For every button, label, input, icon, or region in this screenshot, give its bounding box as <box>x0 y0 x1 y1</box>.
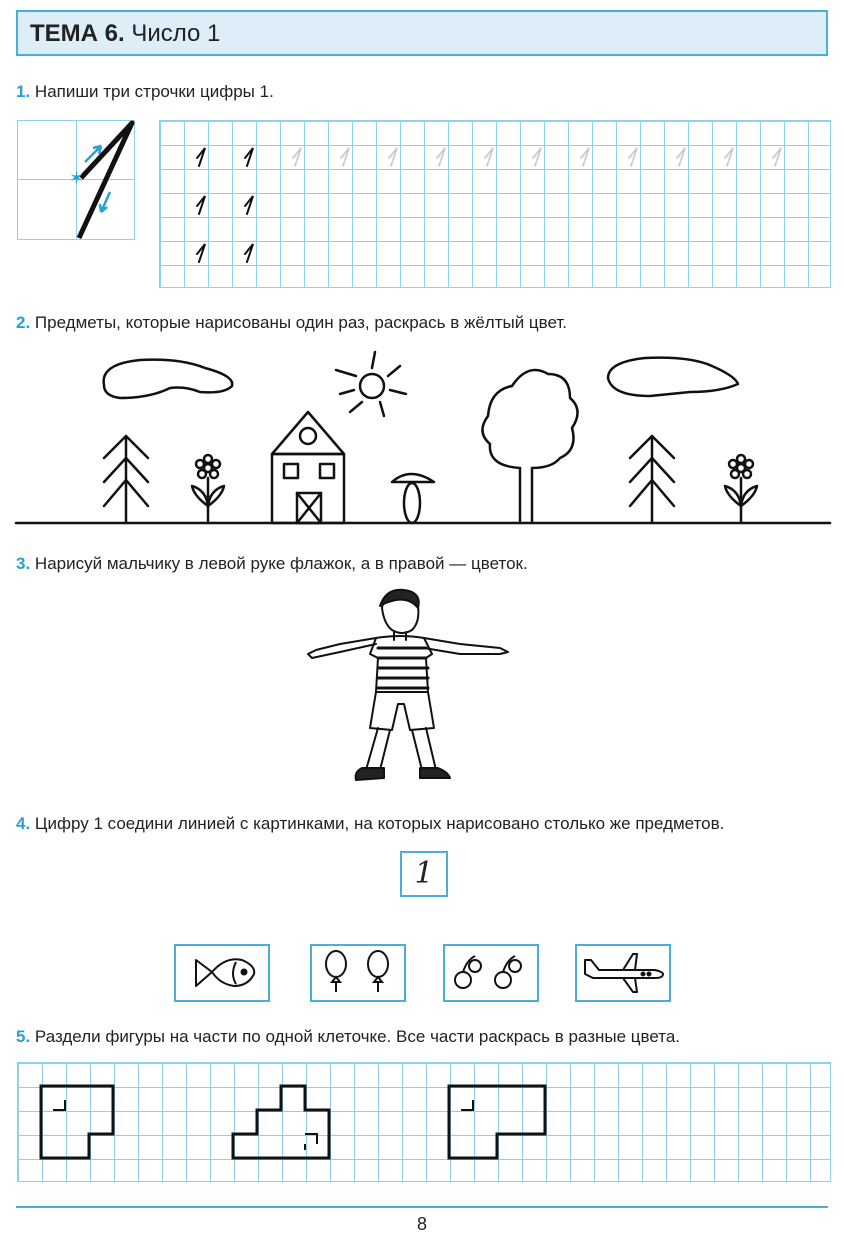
topic-title <box>30 20 220 48</box>
fir-tree-left <box>104 436 148 523</box>
card-fish[interactable] <box>174 944 270 1002</box>
cherries-icon <box>445 946 537 1000</box>
task-4-text: Цифру 1 соедини линией с картинками, на которых нарисовано столько же предметов. <box>34 814 725 833</box>
cloud-left <box>104 360 233 398</box>
task-2-text: Предметы, которые нарисованы один раз, раскрась в жёлтый цвет. <box>34 313 568 332</box>
shape-2 <box>233 1086 329 1158</box>
task-4-number: 4. <box>16 814 31 833</box>
house <box>272 412 344 523</box>
card-cherries[interactable] <box>443 944 539 1002</box>
landscape-scene <box>0 340 844 530</box>
task-3-number: 3. <box>16 554 31 573</box>
task-5-number: 5. <box>16 1027 31 1046</box>
task-1-instruction <box>16 82 274 102</box>
page-number: 8 <box>416 1214 427 1234</box>
flower-left <box>192 455 224 523</box>
task-2-instruction <box>16 313 567 333</box>
task-5-instruction <box>16 1027 680 1047</box>
fir-tree-right <box>630 436 674 523</box>
topic-name: Число 1 <box>131 20 221 47</box>
topic-label: ТЕМА <box>30 20 98 47</box>
task-3-instruction <box>16 554 528 574</box>
grid-shapes <box>17 1062 831 1182</box>
card-airplane[interactable] <box>575 944 671 1002</box>
svg-text:✶: ✶ <box>69 168 85 189</box>
task-4-instruction <box>16 814 724 834</box>
task-1-number: 1. <box>16 82 31 101</box>
boy-illustration <box>300 588 520 788</box>
cloud-right <box>608 358 738 396</box>
shape-3 <box>449 1086 545 1158</box>
task-3-text: Нарисуй мальчику в левой руке флажок, а в правой — цветок. <box>34 554 528 573</box>
task-5-text: Раздели фигуры на части по одной клеточке. Все части раскрась в разные цвета. <box>34 1027 681 1046</box>
deciduous-tree <box>482 370 577 523</box>
digit-one-box[interactable]: 1 <box>400 851 448 897</box>
card-balloons[interactable] <box>310 944 406 1002</box>
task-1-text: Напиши три строчки цифры 1. <box>34 82 274 101</box>
balloons-icon <box>312 946 404 1000</box>
flower-right <box>725 455 757 523</box>
topic-number: 6. <box>104 20 125 47</box>
airplane-icon <box>577 946 669 1000</box>
sun <box>336 352 406 416</box>
footer-divider <box>16 1206 828 1208</box>
digit-copy-samples <box>159 120 831 288</box>
mushroom <box>392 474 434 523</box>
fish-icon <box>176 946 268 1000</box>
digit-one-stroke-guide <box>17 120 135 240</box>
task-2-number: 2. <box>16 313 31 332</box>
topic-header <box>16 10 828 56</box>
shape-1 <box>41 1086 113 1158</box>
